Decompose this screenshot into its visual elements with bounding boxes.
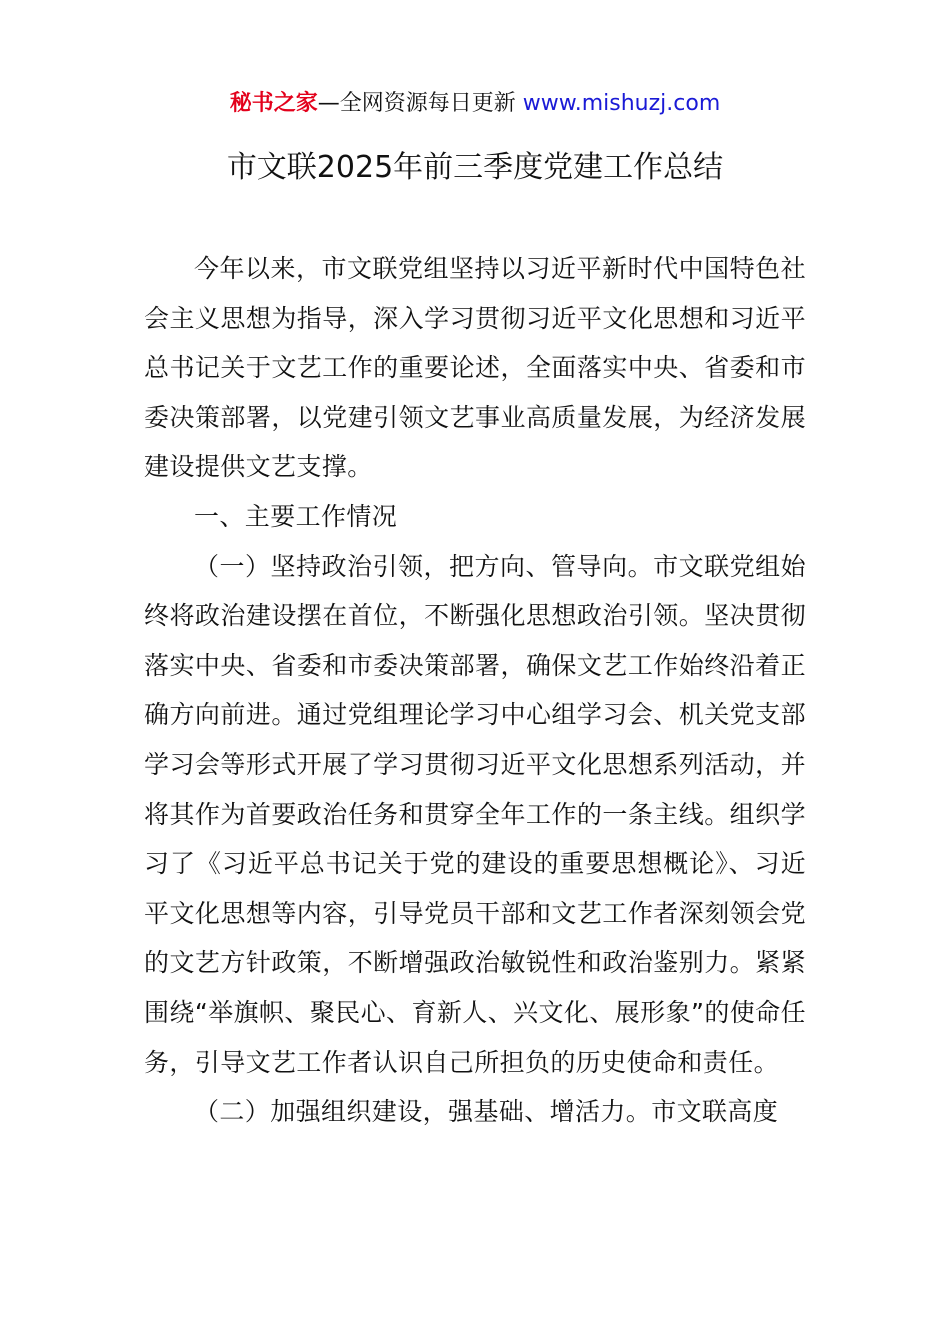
site-brand: 秘书之家 — [229, 91, 318, 116]
section-heading-main-work: 一、主要工作情况 — [194, 501, 398, 531]
site-header — [0, 86, 950, 122]
paragraph-political-leadership: （一）坚持政治引领，把方向、管导向。市文联党组始终将政治建设摆在首位，不断强化思想政治引领。坚决贯彻落实中央、省委和市委决策部署，确保文艺工作始终沿着正确方向前进。通过党组理论学习中心组学习会、机关党支部学习会等形式开展了学习贯彻习近平文化思想系列活动，并将其作为首要政治任务和贯穿全年工作的一条主线。组织学习了《习近平总书记关于党的建设的重要思想概论》、习近平文化思想等内容，引导党员干部和文艺工作者深刻领会党的文艺方针政策，不断增强政治敏锐性和政治鉴别力。紧紧围绕“举旗帜、聚民心、育新人、兴文化、展形象”的使命任务，引导文艺工作者认识自己所担负的历史使命和责任。 — [144, 551, 806, 1077]
document-body — [144, 244, 806, 1137]
document-title: 市文联2025年前三季度党建工作总结 — [226, 150, 724, 185]
site-tagline: —全网资源每日更新 — [317, 91, 523, 116]
intro-paragraph: 今年以来，市文联党组坚持以习近平新时代中国特色社会主义思想为指导，深入学习贯彻习近平文化思想和习近平总书记关于文艺工作的重要论述，全面落实中央、省委和市委决策部署，以党建引领文艺事业高质量发展，为经济发展建设提供文艺支撑。 — [144, 254, 806, 482]
paragraph-organization-building: （二）加强组织建设，强基础、增活力。市文联高度 — [194, 1097, 779, 1127]
site-url-link[interactable]: www.mishuzj.com — [522, 91, 721, 116]
